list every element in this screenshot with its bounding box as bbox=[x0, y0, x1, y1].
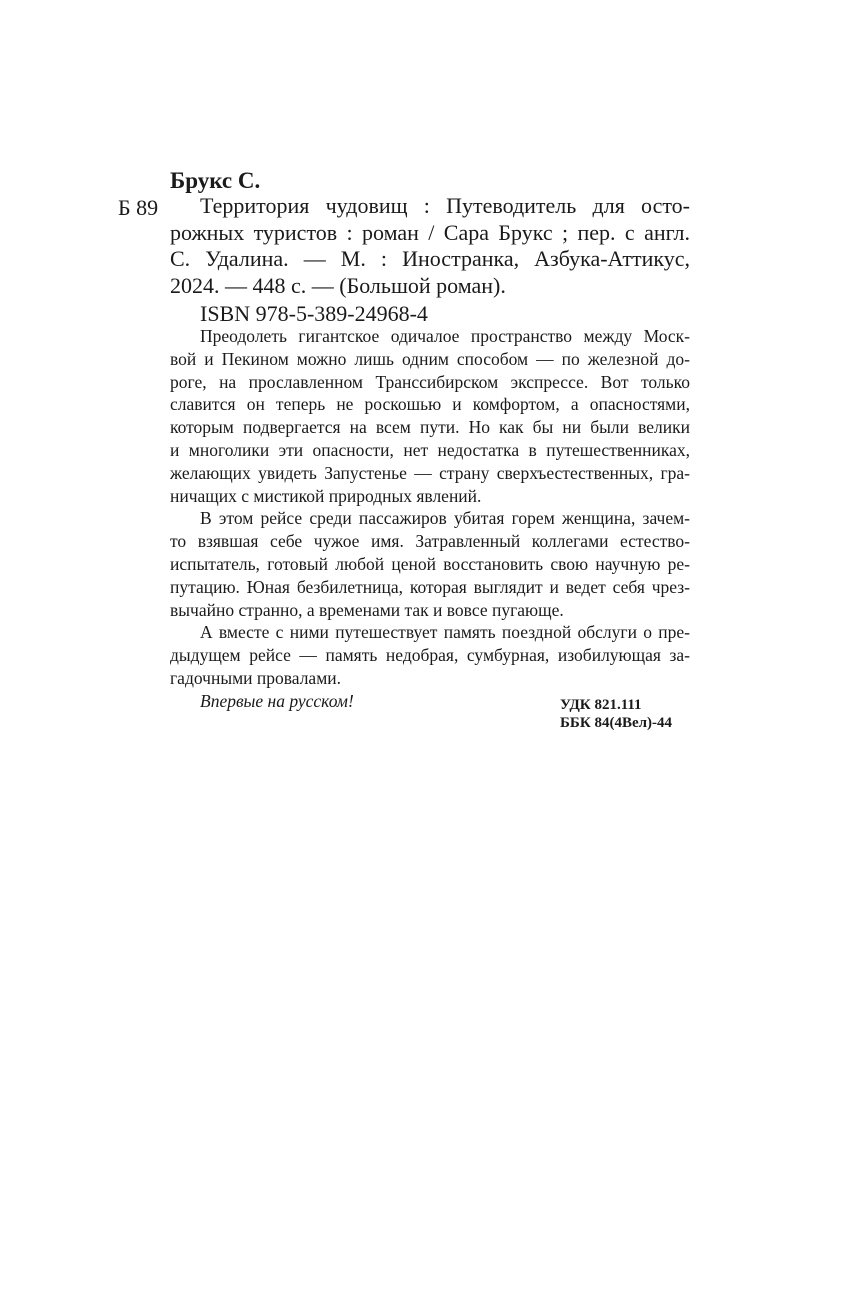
annotation-line: путацию. Юная безбилетница, которая выглядит и ведет себя чрез- bbox=[170, 576, 690, 597]
annotation-line: то взявшая себе чужое имя. Затравленный коллегами естество- bbox=[170, 531, 690, 552]
annotation-line: вой и Пекином можно лишь одним способом — по железной до- bbox=[170, 348, 690, 369]
annotation-line: вычайно странно, а временами так и вовсе пугающе. bbox=[170, 599, 564, 620]
bbk-code: ББК 84(4Вел)-44 bbox=[560, 715, 673, 731]
biblio-line: рожных туристов : роман / Сара Брукс ; пер. с англ. bbox=[170, 219, 690, 245]
udk-code: УДК 821.111 bbox=[560, 697, 642, 713]
classification-codes bbox=[560, 696, 690, 732]
annotation-line: ничащих с мистикой природных явлений. bbox=[170, 485, 482, 506]
annotation-line: гадочными провалами. bbox=[170, 667, 342, 688]
annotation-line: А вместе с ними путешествует память поездной обслуги о пре- bbox=[200, 622, 690, 643]
annotation-line: которым подвергается на всем пути. Но как бы ни были велики bbox=[170, 417, 690, 438]
annotation-line: роге, на прославленном Транссибирском экспрессе. Вот только bbox=[170, 371, 690, 392]
annotation-line: В этом рейсе среди пассажиров убитая горем женщина, зачем- bbox=[200, 508, 690, 529]
biblio-line: Территория чудовищ : Путеводитель для осто- bbox=[200, 193, 690, 218]
annotation-line: испытатель, готовый любой ценой восстановить свою научную ре- bbox=[170, 553, 690, 574]
author-index-code: Б 89 bbox=[118, 195, 159, 220]
annotation-line: славится он теперь не роскошью и комфортом, а опасностями, bbox=[170, 394, 690, 415]
author-heading: Брукс С. bbox=[170, 168, 261, 193]
tagline: Впервые на русском! bbox=[200, 690, 354, 711]
biblio-line: 2024. — 448 с. — (Большой роман). bbox=[170, 272, 506, 298]
bibliographic-description bbox=[170, 193, 690, 299]
annotation-line: Преодолеть гигантское одичалое пространство между Моск- bbox=[200, 326, 690, 346]
biblio-line: С. Удалина. — М. : Иностранка, Азбука-Аттикус, bbox=[170, 246, 690, 272]
annotation bbox=[170, 325, 690, 713]
annotation-line: желающих увидеть Запустенье — страну сверхъестественных, гра- bbox=[170, 462, 690, 483]
isbn-line: ISBN 978-5-389-24968-4 bbox=[200, 301, 428, 326]
annotation-line: дыдущем рейсе — память недобрая, сумбурная, изобилующая за- bbox=[170, 645, 690, 666]
annotation-line: и многолики эти опасности, нет недостатка в путешественниках, bbox=[170, 439, 690, 460]
